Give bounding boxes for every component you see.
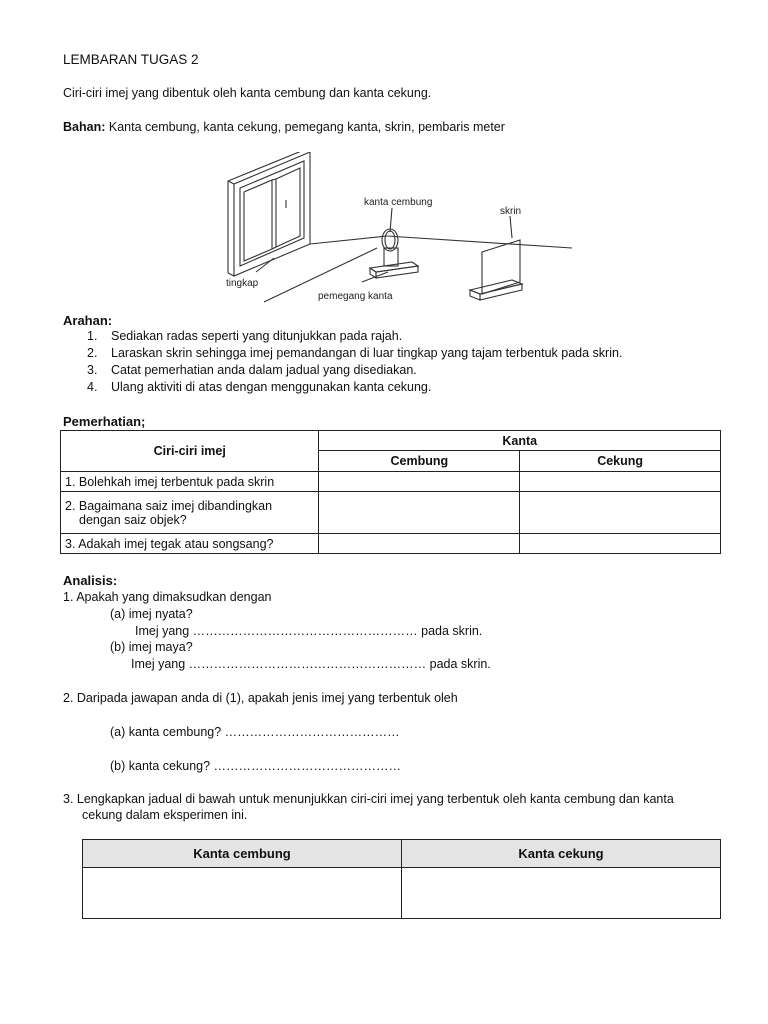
header-concave-lens: Kanta cekung: [402, 840, 721, 868]
question-1: 1. Apakah yang dimaksudkan dengan: [63, 590, 272, 604]
header-convex: Cembung: [319, 451, 520, 472]
question-1b: (b) imej maya?: [110, 640, 193, 654]
header-concave: Cekung: [520, 451, 721, 472]
header-lens: Kanta: [319, 431, 721, 451]
instructions-heading: Arahan:: [63, 313, 113, 328]
lens-label: kanta cembung: [364, 197, 433, 208]
table-row: [83, 868, 721, 919]
screen: [470, 240, 522, 300]
answer-cell-convex-lens[interactable]: [83, 868, 402, 919]
row-question: 3. Adakah imej tegak atau songsang?: [61, 534, 319, 554]
instruction-step: 3. Catat pemerhatian anda dalam jadual yang disediakan.: [87, 363, 417, 377]
instruction-step: 4. Ulang aktiviti di atas dengan menggunakan kanta cekung.: [87, 380, 432, 394]
observation-heading: Pemerhatian;: [63, 414, 146, 429]
answer-line-1a[interactable]: Imej yang ……………………………………………… pada skrin.: [135, 624, 483, 638]
question-3-line1: 3. Lengkapkan jadual di bawah untuk menunjukkan ciri-ciri imej yang terbentuk oleh kanta cembung dan kanta: [63, 792, 674, 806]
instruction-step: 2. Laraskan skrin sehingga imej pemandangan di luar tingkap yang tajam terbentuk pada skrin.: [87, 346, 623, 360]
answer-line-2a[interactable]: (a) kanta cembung? ……………………………………: [110, 725, 400, 739]
window-label: tingkap: [226, 278, 259, 289]
answer-cell-concave-lens[interactable]: [402, 868, 721, 919]
materials-line: [63, 120, 505, 134]
question-2: 2. Daripada jawapan anda di (1), apakah jenis imej yang terbentuk oleh: [63, 691, 458, 705]
answer-cell-convex[interactable]: [319, 534, 520, 554]
result-table: [82, 839, 721, 919]
question-1a: (a) imej nyata?: [110, 607, 193, 621]
header-convex-lens: Kanta cembung: [83, 840, 402, 868]
answer-cell-convex[interactable]: [319, 492, 520, 534]
row-question: 1. Bolehkah imej terbentuk pada skrin: [61, 472, 319, 492]
answer-cell-concave[interactable]: [520, 472, 721, 492]
materials-label: Bahan:: [63, 120, 106, 134]
analysis-heading: Analisis:: [63, 573, 118, 588]
observation-table: [60, 430, 721, 554]
question-3-line2: cekung dalam eksperimen ini.: [82, 808, 248, 822]
table-row: [61, 472, 721, 492]
materials-text: Kanta cembung, kanta cekung, pemegang kanta, skrin, pembaris meter: [108, 120, 505, 134]
row-question: 2. Bagaimana saiz imej dibandingkan dengan saiz objek?: [61, 492, 319, 534]
header-image-characteristics: Ciri-ciri imej: [61, 431, 319, 472]
answer-cell-concave[interactable]: [520, 534, 721, 554]
screen-label: skrin: [500, 206, 522, 217]
table-row: [61, 492, 721, 534]
answer-cell-convex[interactable]: [319, 472, 520, 492]
holder-label: pemegang kanta: [318, 291, 393, 302]
answer-line-2b[interactable]: (b) kanta cekung? ………………………………………: [110, 759, 402, 773]
floor-edge-line: [310, 236, 387, 244]
answer-cell-concave[interactable]: [520, 492, 721, 534]
table-row: [61, 534, 721, 554]
instruction-step: 1. Sediakan radas seperti yang ditunjukkan pada rajah.: [87, 329, 403, 343]
intro-text: Ciri-ciri imej yang dibentuk oleh kanta cembung dan kanta cekung.: [63, 86, 432, 100]
instructions-list: [63, 328, 622, 396]
answer-line-1b[interactable]: Imej yang ………………………………………………… pada skrin.: [131, 657, 491, 671]
apparatus-diagram: [212, 152, 582, 312]
page-title: LEMBARAN TUGAS 2: [63, 52, 199, 67]
